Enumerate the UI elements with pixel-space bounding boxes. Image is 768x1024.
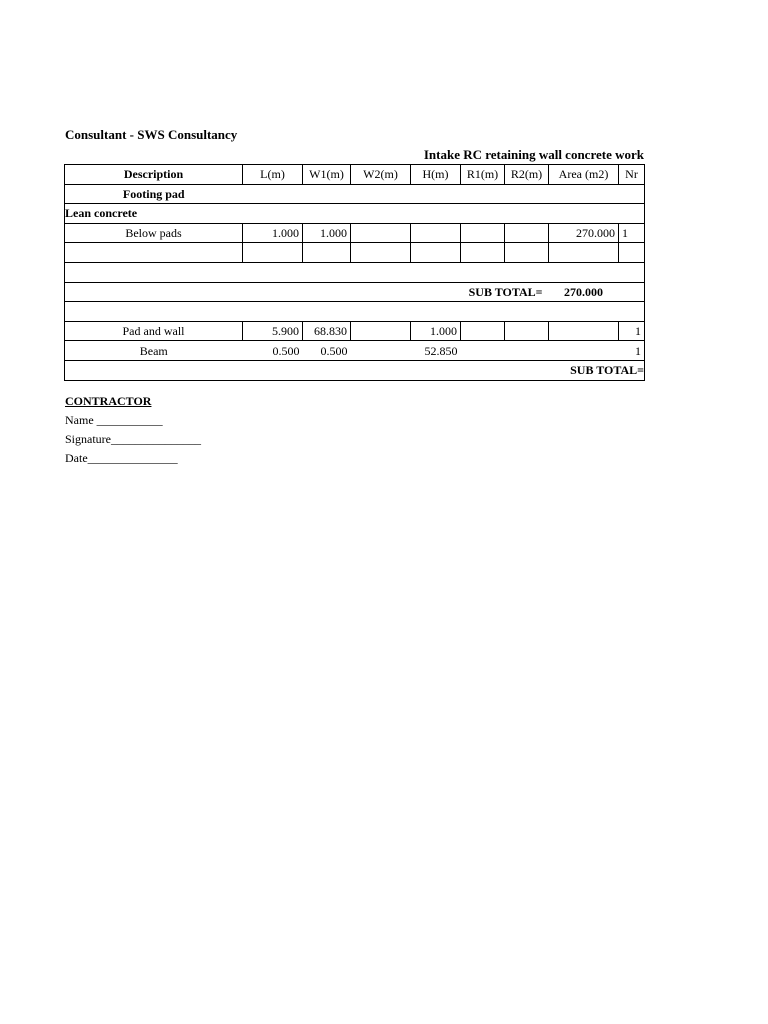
section-row-lean <box>65 204 645 224</box>
table-header-row <box>65 165 645 185</box>
col-header-description: Description <box>65 165 243 185</box>
col-header-area: Area (m2) <box>549 165 619 185</box>
col-header-height: H(m) <box>411 165 461 185</box>
contractor-name-line: Name ___________ <box>65 413 163 427</box>
subtotal-row <box>65 282 645 302</box>
row-width2 <box>351 223 411 243</box>
row-width2 <box>351 341 411 361</box>
row-area <box>549 341 619 361</box>
quantities-table <box>64 164 645 381</box>
row-nr: 1 <box>619 223 645 243</box>
row-height: 1.000 <box>411 321 461 341</box>
row-r2 <box>505 341 549 361</box>
row-r2 <box>505 223 549 243</box>
col-header-width1: W1(m) <box>303 165 351 185</box>
section-footing-label: Footing pad <box>65 184 243 204</box>
empty-row <box>65 262 645 282</box>
col-header-r1: R1(m) <box>461 165 505 185</box>
subtotal-label: SUB TOTAL= <box>411 282 549 302</box>
consultant-label: Consultant - SWS Consultancy <box>65 127 238 142</box>
subtotal-label: SUB TOTAL= <box>549 360 645 380</box>
subtotal-value: 270.000 <box>549 282 619 302</box>
contractor-block <box>65 392 201 468</box>
row-width2 <box>351 321 411 341</box>
row-r2 <box>505 321 549 341</box>
row-r1 <box>461 341 505 361</box>
section-lean-label: Lean concrete <box>65 204 243 224</box>
table-row <box>65 223 645 243</box>
row-width1: 68.830 <box>303 321 351 341</box>
contractor-signature-line: Signature_______________ <box>65 432 201 446</box>
row-description: Below pads <box>65 223 243 243</box>
row-description: Pad and wall <box>65 321 243 341</box>
row-nr: 1 <box>619 341 645 361</box>
row-length: 1.000 <box>243 223 303 243</box>
empty-row <box>65 243 645 263</box>
table-row <box>65 321 645 341</box>
section-row-footing <box>65 184 645 204</box>
contractor-date-line: Date_______________ <box>65 451 178 465</box>
row-height <box>411 223 461 243</box>
contractor-heading: CONTRACTOR <box>65 394 152 408</box>
row-area <box>549 321 619 341</box>
col-header-width2: W2(m) <box>351 165 411 185</box>
table-row <box>65 341 645 361</box>
row-length: 5.900 <box>243 321 303 341</box>
row-height: 52.850 <box>411 341 461 361</box>
subtotal-row <box>65 360 645 380</box>
col-header-r2: R2(m) <box>505 165 549 185</box>
row-width1: 0.500 <box>303 341 351 361</box>
row-length: 0.500 <box>243 341 303 361</box>
row-r1 <box>461 321 505 341</box>
row-description: Beam <box>65 341 243 361</box>
row-width1: 1.000 <box>303 223 351 243</box>
row-area: 270.000 <box>549 223 619 243</box>
col-header-length: L(m) <box>243 165 303 185</box>
col-header-nr: Nr <box>619 165 645 185</box>
row-r1 <box>461 223 505 243</box>
document-title: Intake RC retaining wall concrete work <box>423 147 644 162</box>
empty-row <box>65 302 645 322</box>
row-nr: 1 <box>619 321 645 341</box>
